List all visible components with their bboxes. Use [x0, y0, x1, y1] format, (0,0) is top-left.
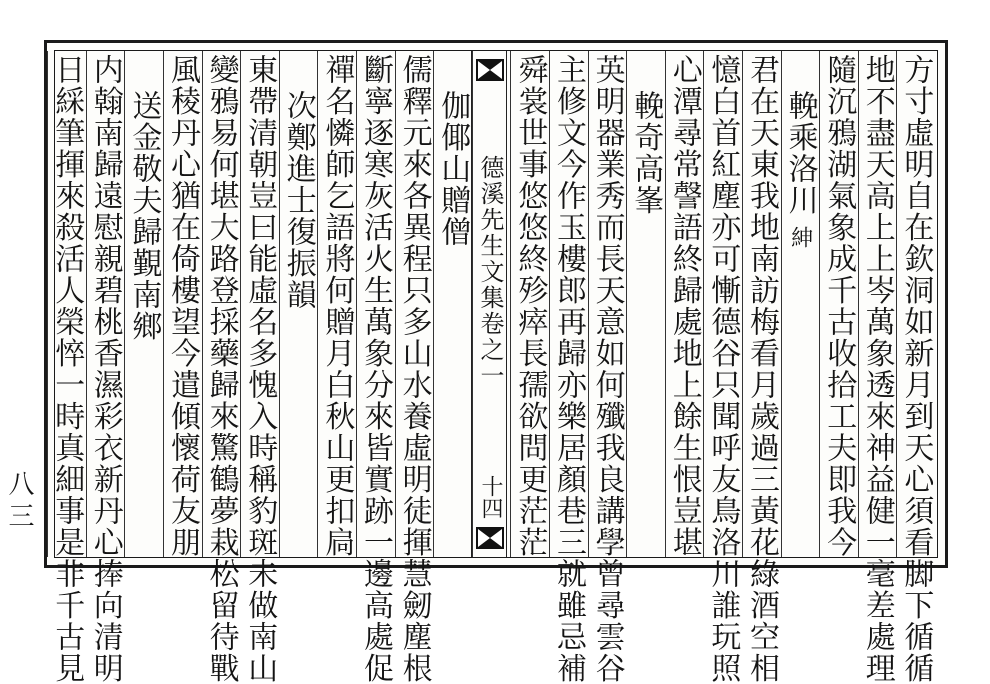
center-fold — [471, 51, 507, 557]
column-text: 禪名憐師乞語將何贈月白秋山更扣扃 — [319, 54, 355, 558]
column-text: 輓奇高峯 — [628, 90, 664, 216]
column-text: 次鄭進士復振韻 — [280, 90, 316, 311]
text-column — [241, 54, 278, 684]
column-text: 東帶清朝豈曰能虛名多愧入時稱豹斑未做南山 — [242, 54, 278, 684]
text-column — [666, 54, 702, 558]
column-text: 送金敬夫歸覲南鄉 — [126, 90, 162, 342]
text-column — [859, 54, 895, 684]
column-text: 地不盡天高上上岑萬象透來神益健一毫差處理 — [859, 54, 895, 684]
text-column — [627, 90, 663, 590]
column-text: 隨沉鴉湖氣象成千古收拾工夫即我今 — [821, 54, 857, 558]
column-text: 風稜丹心猶在倚樓望今遣傾懷荷友朋 — [165, 54, 200, 558]
column-text: 心潭尋常謦語終歸處地上餘生恨豈堪 — [666, 54, 702, 558]
column-text: 方寸虛明自在欽洞如新月到天心須看脚下循循 — [898, 54, 934, 684]
text-column — [396, 54, 432, 684]
column-text: 君在天東我地南訪梅看月歲過三黃花綠酒空相 — [744, 54, 779, 684]
text-column — [164, 54, 200, 558]
column-text: 斷寧逐寒灰活火生萬象分來皆實跡一邊高處促 — [358, 54, 393, 684]
text-column — [87, 54, 123, 684]
text-column — [357, 54, 393, 684]
text-column — [48, 54, 85, 684]
leaf-number: 八三 — [4, 470, 34, 534]
fish-tail-mark-top-icon — [476, 59, 504, 81]
column-text: 輓乘洛川 — [782, 90, 818, 216]
column-text: 舜裳世事悠悠終殄瘁長孺欲問更茫茫 — [512, 54, 548, 558]
text-column — [704, 54, 741, 684]
column-text: 内翰南歸遠慰親碧桃香濕彩衣新丹心捧向清明 — [87, 54, 123, 684]
text-column — [550, 54, 586, 684]
column-text: 儒釋元來各異程只多山水養虛明徒揮慧劒塵根 — [396, 54, 432, 684]
fish-tail-mark-bottom-icon — [476, 527, 504, 549]
text-column — [280, 90, 316, 590]
text-column — [743, 54, 779, 684]
column-text: 憶白首紅塵亦可慚德谷只聞呼友鳥洛川誰玩照 — [705, 54, 741, 684]
text-column — [125, 90, 161, 590]
text-column — [782, 90, 818, 590]
fold-page-number: 十四 — [478, 475, 503, 519]
text-column — [203, 54, 239, 684]
column-text: 主修文今作玉樓郎再歸亦樂居顏巷三就雖忌補 — [551, 54, 586, 684]
column-note: 紳 — [787, 226, 813, 250]
fold-title: 德溪先生文集卷之一 — [476, 155, 504, 389]
text-column — [511, 54, 548, 558]
text-column — [589, 54, 625, 684]
column-text: 英明器業秀而長天意如何殲我良講學曾尋雲谷 — [589, 54, 625, 684]
column-text: 伽倻山贈僧 — [435, 90, 471, 248]
column-text: 變鴉易何堪大路登採藥歸來驚鶴夢栽松留待戰 — [203, 54, 239, 684]
text-column — [434, 90, 470, 590]
text-column — [897, 54, 934, 684]
column-text: 日綵筆揮來殺活人榮悴一時真細事是非千古見 — [49, 54, 85, 684]
text-column — [318, 54, 355, 558]
text-column — [820, 54, 857, 558]
